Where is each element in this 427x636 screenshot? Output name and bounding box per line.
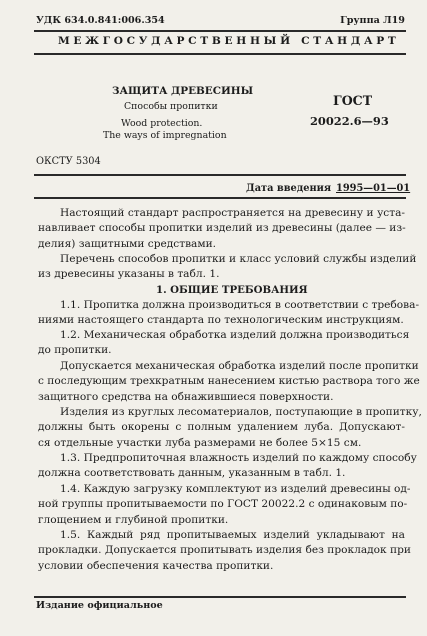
intro-paragraph: Настоящий стандарт распространяется на древесину и уста- навливает способы пропитки изделий из древесины (далее — из- делия) защитными средствами.	[38, 207, 406, 250]
effective-date-label: Дата введения	[246, 183, 332, 194]
clause-1-2-b: Допускается механическая обработка изделий после пропитки с последующим трехкратным нанесением кистью раствора того же защитного средства на обнажившиеся поверхности.	[38, 360, 420, 403]
standard-subtitle: Способы пропитки	[124, 101, 218, 112]
gost-number: 20022.6—93	[310, 114, 389, 128]
clause-1-4: 1.4. Каждую загрузку комплектуют из изделий древесины од- ной группы пропитываемости по ГОСТ 20022.2 с одинаковым по- глощением и глубиной пропитки.	[38, 483, 411, 526]
effective-date-value: 1995—01—01	[336, 183, 411, 194]
clause-1-3: 1.3. Предпропиточная влажность изделий по каждому способу должна соответствовать данным, указанным в табл. 1.	[38, 452, 417, 480]
date-rule	[34, 197, 406, 199]
intro-paragraph-2: Перечень способов пропитки и класс условий службы изделий из древесины указаны в табл. 1.	[38, 253, 417, 281]
group-code: Группа Л19	[340, 15, 405, 26]
section-heading: 1. ОБЩИЕ ТРЕБОВАНИЯ	[156, 284, 308, 296]
clause-1-5: 1.5. Каждый ряд пропитываемых изделий укладывают на прокладки. Допускается пропитывать изделия без прокладок при условии обеспечения качества пропитки.	[38, 529, 411, 572]
clause-1-2: 1.2. Механическая обработка изделий должна производиться до пропитки.	[38, 329, 410, 357]
title-block-rule	[34, 174, 406, 176]
clause-1-2-c: Изделия из круглых лесоматериалов, поступающие в пропитку, должны быть окорены с полным удалением луба. Допускают- ся отдельные участки луба размерами не более 5×15 см.	[38, 406, 422, 449]
interstate-standard-heading: М Е Ж Г О С У Д А Р С Т В Е Н Н Ы Й С Т А Н Д А Р Т	[58, 35, 396, 47]
official-edition-note: Издание официальное	[36, 600, 163, 611]
english-title-line1: Wood protection.	[121, 118, 203, 129]
english-title-line2: The ways of impregnation	[103, 130, 227, 141]
footer-rule	[34, 596, 406, 598]
standard-title: ЗАЩИТА ДРЕВЕСИНЫ	[112, 85, 254, 97]
heading-rule	[34, 53, 406, 55]
top-rule	[34, 30, 406, 32]
gost-label: ГОСТ	[333, 93, 373, 108]
udk-code: УДК 634.0.841:006.354	[36, 15, 165, 26]
okstu-code: ОКСТУ 5304	[36, 156, 101, 167]
clause-1-1: 1.1. Пропитка должна производиться в соответствии с требова- ниями настоящего стандарта по технологическим инструкциям.	[38, 299, 420, 327]
